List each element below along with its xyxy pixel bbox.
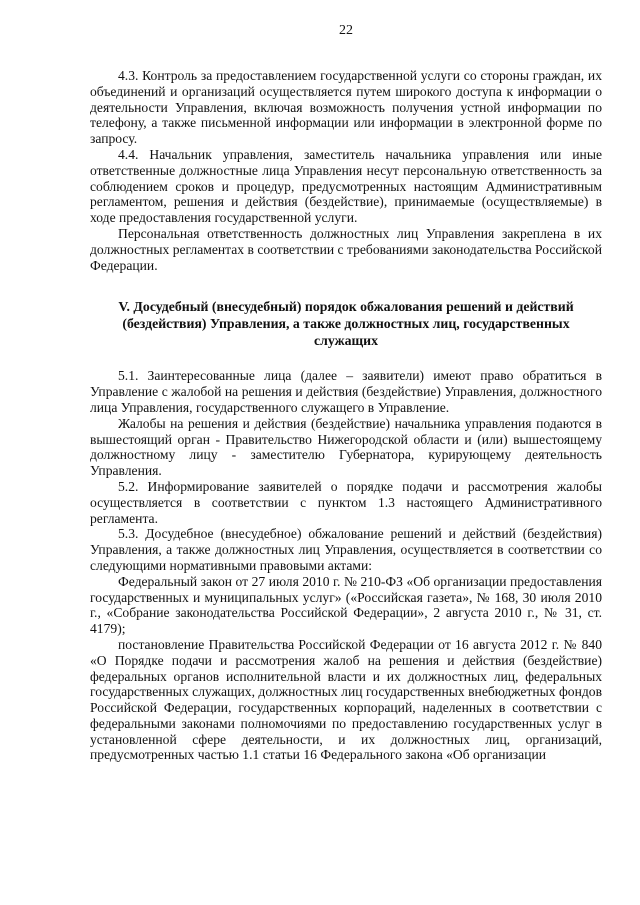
paragraph-federal-law: Федеральный закон от 27 июля 2010 г. № 210-ФЗ «Об организации предоставления государственных и муниципальных услуг» («Российская газета», № 168, 30 июля 2010 г., «Собрание законодательства Российской Федерации», 2 августа 2010 г., № 31, ст. 4179);: [90, 573, 602, 637]
paragraph-5-3: 5.3. Досудебное (внесудебное) обжалование решений и действий (бездействия) Управления, а также должностных лиц Управления, осуществляется в соответствии со следующими нормативными правовыми актами:: [90, 526, 602, 573]
document-page: [90, 22, 602, 763]
paragraph-4-4: 4.4. Начальник управления, заместитель начальника управления или иные ответственные должностные лица Управления несут персональную ответственность за соблюдением сроков и процедур, предусмотренных настоящим Административным регламентом, решения и действия (бездействие), принимаемые (осуществляемые) в ходе предоставления государственной услуги.: [90, 146, 602, 226]
section-heading-v: V. Досудебный (внесудебный) порядок обжалования решений и действий (бездействия) Управления, а также должностных лиц, государственных служащих: [118, 299, 574, 349]
paragraph-government-decree: постановление Правительства Российской Федерации от 16 августа 2012 г. № 840 «О Порядке подачи и рассмотрения жалоб на решения и действия (бездействие) федеральных органов исполнительной власти и их должностных лиц, федеральных государственных служащих, должностных лиц государственных внебюджетных фондов Российской Федерации, государственных корпораций, наделенных в соответствии с федеральными законами полномочиями по предоставлению государственных услуг в установленной сфере деятельности, и их должностных лиц, организаций, предусмотренных частью 1.1 статьи 16 Федерального закона «Об организации: [90, 636, 602, 763]
paragraph-personal-responsibility: Персональная ответственность должностных лиц Управления закреплена в их должностных регламентах в соответствии с требованиями законодательства Российской Федерации.: [90, 225, 602, 273]
paragraph-complaints-head: Жалобы на решения и действия (бездействие) начальника управления подаются в вышестоящий орган - Правительство Нижегородской области и (или) вышестоящему должностному лицу - заместителю Губернатора, курирующему деятельность Управления.: [90, 415, 602, 479]
paragraph-5-1: 5.1. Заинтересованные лица (далее – заявители) имеют право обратиться в Управление с жалобой на решения и действия (бездействие) Управления, должностного лица Управления, государственного служащего в Управление.: [90, 368, 602, 415]
paragraph-5-2: 5.2. Информирование заявителей о порядке подачи и рассмотрения жалобы осуществляется в соответствии с пунктом 1.3 настоящего Административного регламента.: [90, 478, 602, 526]
page-number: 22: [339, 23, 353, 38]
paragraph-4-3: 4.3. Контроль за предоставлением государственной услуги со стороны граждан, их объединений и организаций осуществляется путем широкого доступа к информации о деятельности Управления, включая возможность получения устной информации по телефону, а также письменной информации или информации в электронной форме по запросу.: [90, 68, 602, 147]
